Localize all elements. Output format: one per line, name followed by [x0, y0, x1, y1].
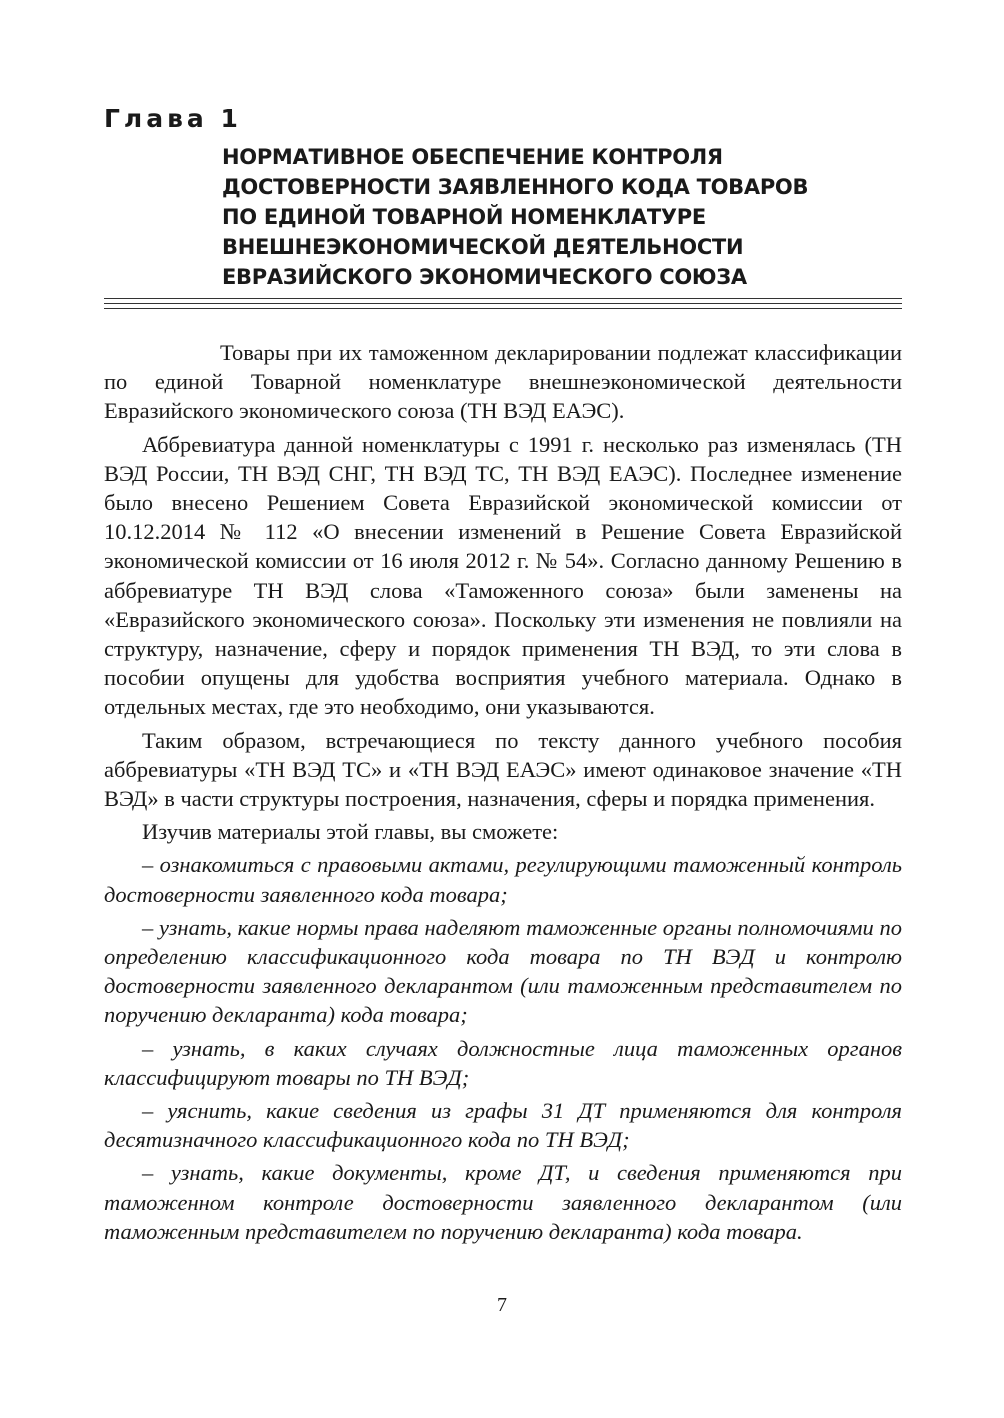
paragraph-abbreviation-equivalence: Таким образом, встречающиеся по тексту данного учебного пособия аббревиатуры «ТН ВЭД ТС» и «ТН ВЭД ЕАЭС» имеют одинаковое значение «ТН ВЭД» в части структуры построения, назначения, сферы и порядка применения.: [104, 727, 902, 812]
divider-line: [104, 308, 902, 309]
chapter-title: [222, 142, 922, 292]
outcome-item: – узнать, в каких случаях должностные лица таможенных органов классифицируют товары по ТН ВЭД;: [104, 1035, 902, 1090]
chapter-title-line: ПО ЕДИНОЙ ТОВАРНОЙ НОМЕНКЛАТУРЕ: [222, 205, 706, 229]
outcome-item: – узнать, какие документы, кроме ДТ, и сведения применяются при таможенном контроле достоверности заявленного декларантом (или таможенным представителем по поручению декларанта) кода товара.: [104, 1160, 902, 1244]
body-text: [104, 338, 902, 1246]
outcome-item: – уяснить, какие сведения из графы 31 ДТ применяются для контроля десятизначного классификационного кода по ТН ВЭД;: [104, 1098, 902, 1153]
paragraph-abbreviation-history: Аббревиатура данной номенклатуры с 1991 г. несколько раз изменялась (ТН ВЭД России, ТН ВЭД СНГ, ТН ВЭД ТС, ТН ВЭД ЕАЭС). Последнее изменение было внесено Решением Совета Евразийской экономической комиссии от 10.12.2014 № 112 «О внесении изменений в Решение Совета Евразийской экономической комиссии от 16 июля 2012 г. № 54». Согласно данному Решению в аббревиатуре ТН ВЭД слова «Таможенного союза» были заменены на «Евразийского экономического союза». Поскольку эти изменения не повлияли на структуру, назначение, сферу и порядок применения ТН ВЭД, то эти слова в пособии опущены для удобства восприятия учебного материала. Однако в отдельных местах, где это необходимо, они указываются.: [104, 431, 902, 720]
paragraph-outcomes-lead: Изучив материалы этой главы, вы сможете:: [142, 819, 559, 845]
chapter-title-line: ЕВРАЗИЙСКОГО ЭКОНОМИЧЕСКОГО СОЮЗА: [222, 265, 747, 289]
paragraph-intro: Товары при их таможенном декларировании подлежат классификации по единой Товарной номенклатуре внешнеэкономической деятельности Евразийского экономического союза (ТН ВЭД ЕАЭС).: [104, 340, 902, 424]
heading-divider: [104, 298, 902, 313]
chapter-title-line: ВНЕШНЕЭКОНОМИЧЕСКОЙ ДЕЯТЕЛЬНОСТИ: [222, 235, 744, 259]
chapter-title-line: НОРМАТИВНОЕ ОБЕСПЕЧЕНИЕ КОНТРОЛЯ: [222, 145, 723, 169]
divider-line: [104, 303, 902, 304]
outcome-item: – ознакомиться с правовыми актами, регулирующими таможенный контроль достоверности заявленного кода товара;: [104, 852, 902, 907]
chapter-title-line: ДОСТОВЕРНОСТИ ЗАЯВЛЕННОГО КОДА ТОВАРОВ: [222, 175, 809, 199]
chapter-label: Глава 1: [104, 104, 242, 133]
divider-line: [104, 298, 902, 299]
page-number: 7: [497, 1294, 507, 1316]
outcome-item: – узнать, какие нормы права наделяют таможенные органы полномочиями по определению классификационного кода товара по ТН ВЭД и контролю достоверности заявленного декларантом (или таможенным представителем по поручению декларанта) кода товара;: [104, 914, 902, 1028]
